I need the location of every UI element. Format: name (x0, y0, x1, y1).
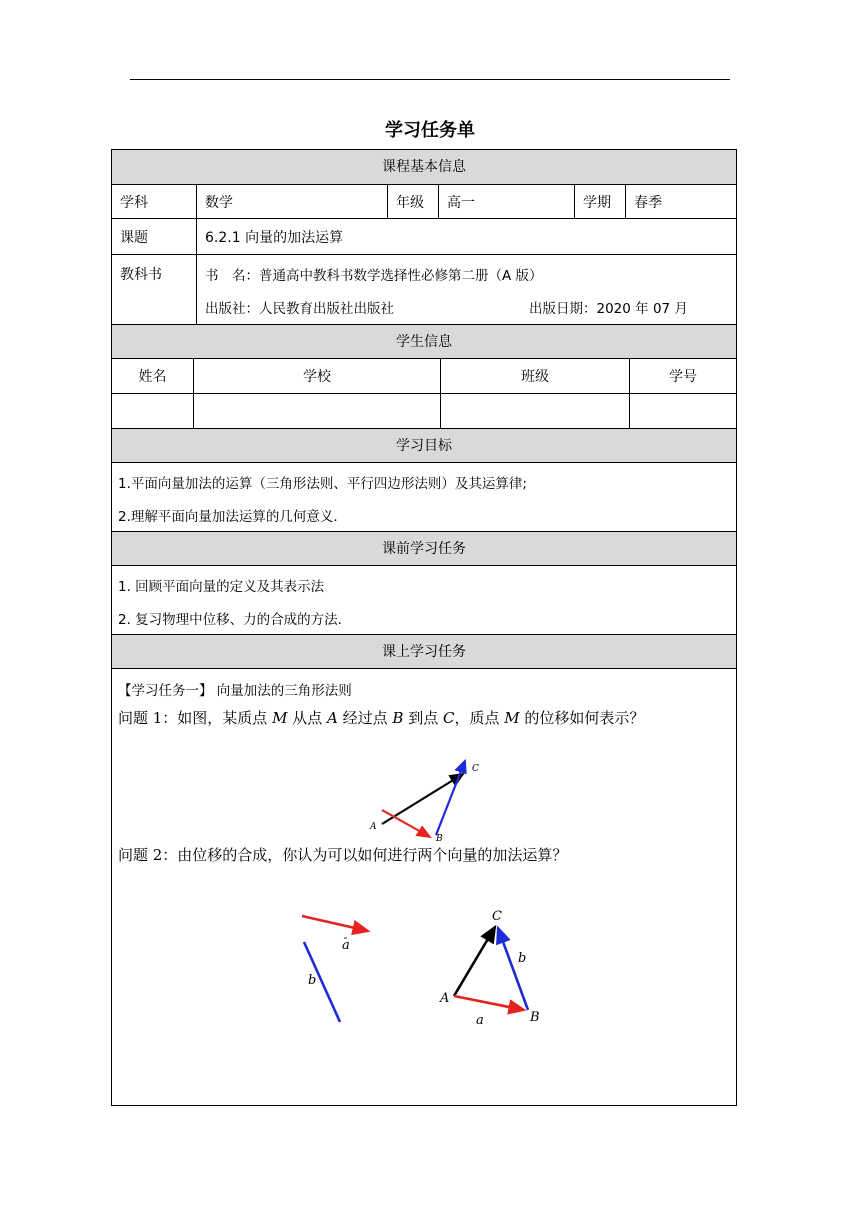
page-title: 学习任务单 (385, 120, 475, 141)
fig2-label-c: C (492, 909, 502, 924)
student-input-row (112, 394, 736, 429)
topic-value: 6.2.1 向量的加法运算 (196, 219, 736, 254)
q1-var-m: M (272, 709, 288, 727)
q1-var-b: B (392, 709, 404, 727)
fig2-triangle-b-label: b (518, 951, 527, 966)
grade-label: 年级 (387, 185, 438, 218)
textbook-name: 书 名：普通高中教科书数学选择性必修第二册（A 版） (205, 268, 543, 284)
student-header-row (112, 359, 736, 394)
q1-text: 的位移如何表示？ (519, 709, 645, 727)
q1-text: 问题 1：如图，某质点 (118, 709, 273, 727)
course-topic-row (112, 219, 736, 255)
subject-label: 学科 (120, 194, 148, 211)
q1-var-c: C (442, 709, 455, 727)
section-class-tasks (112, 635, 736, 669)
student-name-header: 姓名 (138, 369, 167, 385)
course-textbook-row (112, 255, 736, 325)
fig2-vec-b-label: b (308, 973, 317, 988)
term-label: 学期 (574, 185, 625, 218)
q1-text: 经过点 (337, 709, 393, 727)
section-course-info (112, 150, 736, 185)
pre-tasks-content (112, 566, 736, 635)
free-vector-a (302, 916, 368, 931)
fig2-triangle-a-label: a (476, 1013, 484, 1028)
fig1-label-c: C (472, 764, 479, 774)
topic-label: 课题 (120, 229, 148, 246)
textbook-publish-date: 出版日期：2020 年 07 月 (529, 301, 688, 317)
class-tasks-content (112, 669, 736, 1105)
student-name-cell[interactable] (112, 394, 193, 428)
q1-text: ，质点 (454, 709, 505, 727)
student-school-header: 学校 (193, 359, 440, 393)
section-goals-title: 学习目标 (396, 438, 452, 454)
section-goals (112, 429, 736, 463)
student-id-cell[interactable] (629, 394, 736, 428)
task1-heading: 【学习任务一】 向量加法的三角形法则 (118, 683, 352, 699)
q1-var-m2: M (504, 709, 520, 727)
fig1-label-a: A (370, 822, 377, 832)
textbook-label: 教科书 (120, 267, 162, 283)
question-2: 问题 2：由位移的合成，你认为可以如何进行两个向量的加法运算？ (118, 846, 568, 864)
figure-1-vector-triangle (362, 739, 492, 844)
course-subject-row (112, 185, 736, 219)
fig2-label-a: A (440, 991, 450, 1006)
textbook-details (196, 255, 736, 324)
section-pre-tasks (112, 532, 736, 566)
triangle-vector-bc (498, 928, 528, 1010)
task-sheet-table (111, 149, 737, 1106)
vector-ab (382, 810, 430, 837)
fig2-vec-a-label: a (342, 938, 350, 953)
subject-value: 数学 (196, 185, 387, 218)
grade-value: 高一 (438, 185, 574, 218)
figure-2-vector-addition (292, 904, 562, 1044)
goal-item: 1.平面向量加法的运算（三角形法则、平行四边形法则）及其运算律; (118, 476, 527, 492)
section-student-info (112, 325, 736, 359)
fig2-label-b: B (530, 1010, 540, 1025)
vector-bc (436, 761, 465, 835)
student-class-cell[interactable] (440, 394, 629, 428)
term-value: 春季 (625, 185, 736, 218)
triangle-vector-ac (454, 927, 495, 996)
header-rule (130, 79, 730, 80)
q1-var-a: A (327, 709, 338, 727)
section-student-info-title: 学生信息 (396, 334, 452, 350)
section-pre-tasks-title: 课前学习任务 (382, 541, 466, 557)
triangle-vector-ab (454, 996, 524, 1010)
pre-task-item: 2. 复习物理中位移、力的合成的方法. (118, 612, 342, 628)
q1-text: 到点 (403, 709, 443, 727)
goal-item: 2.理解平面向量加法运算的几何意义. (118, 509, 338, 525)
fig1-label-b: B (436, 834, 443, 844)
textbook-publisher: 出版社：人民教育出版社出版社 (205, 301, 394, 317)
q1-text: 从点 (287, 709, 327, 727)
section-course-info-title: 课程基本信息 (382, 159, 466, 175)
student-id-header: 学号 (629, 359, 736, 393)
pre-task-item: 1. 回顾平面向量的定义及其表示法 (118, 579, 325, 595)
student-school-cell[interactable] (193, 394, 440, 428)
goals-content (112, 463, 736, 532)
question-1 (118, 707, 644, 728)
section-class-tasks-title: 课上学习任务 (382, 644, 466, 660)
student-class-header: 班级 (440, 359, 629, 393)
